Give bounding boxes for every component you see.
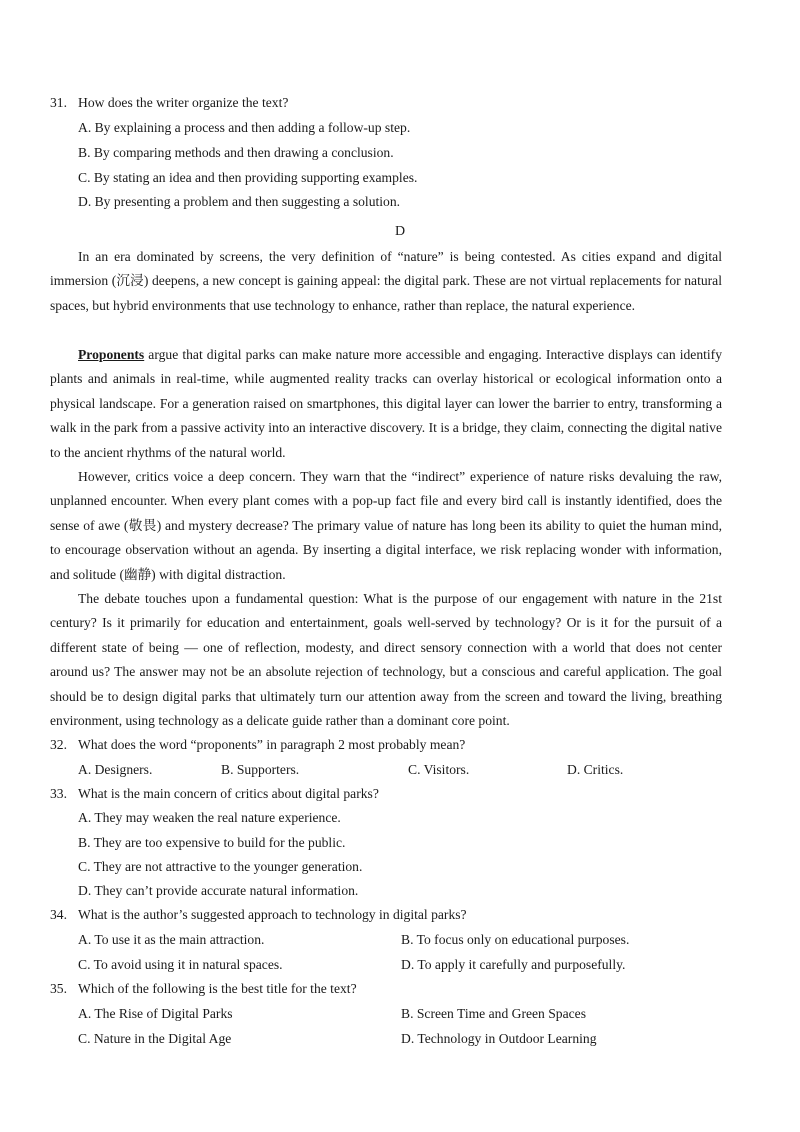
q33-option-d: D. They can’t provide accurate natural information. [78,883,359,898]
question-number: 32. [50,737,67,752]
q35-option-b: B. Screen Time and Green Spaces [401,1006,586,1021]
question-text: What does the word “proponents” in paragraph 2 most probably mean? [78,737,466,752]
passage-paragraph-1: In an era dominated by screens, the very definition of “nature” is being contested. As cities expand and digital immersion (沉浸) deepens, a new concept is gaining appeal: the digital park. These are not virtual replacements for natural spaces, but hybrid environments that use technology to enhance, rather than replace, the natural experience. [50,249,722,313]
q32-option-d: D. Critics. [567,762,624,777]
question-text: What is the main concern of critics about digital parks? [78,786,379,801]
question-number: 35. [50,981,67,996]
question-32 [50,735,750,755]
question-text: Which of the following is the best title for the text? [78,981,357,996]
passage-paragraph-2 [50,343,722,465]
q34-option-a: A. To use it as the main attraction. [78,932,265,947]
q34-option-b: B. To focus only on educational purposes. [401,932,630,947]
q31-option-a: A. By explaining a process and then adding a follow-up step. [78,120,411,135]
question-number: 33. [50,786,67,801]
q31-option-b: B. By comparing methods and then drawing a conclusion. [78,145,394,160]
q33-option-b: B. They are too expensive to build for the public. [78,835,346,850]
q33-option-c: C. They are not attractive to the younger generation. [78,859,363,874]
paragraph-2-text: argue that digital parks can make nature more accessible and engaging. Interactive displays can identify plants and animals in real-time, while augmented reality tracks can overlay historical or ecological information onto a physical landscape. For a generation raised on smartphones, this digital layer can lower the barrier to entry, transforming a walk in the park from a passive activity into an interactive discovery. It is a bridge, they claim, connecting the digital native to the ancient rhythms of the natural world. [50,347,722,460]
q35-option-d: D. Technology in Outdoor Learning [401,1031,597,1046]
q32-option-b: B. Supporters. [221,762,300,777]
q34-option-d: D. To apply it carefully and purposefully. [401,957,626,972]
q32-option-c: C. Visitors. [408,762,470,777]
q34-option-c: C. To avoid using it in natural spaces. [78,957,283,972]
question-number: 31. [50,95,67,110]
question-33 [50,784,750,804]
question-text: How does the writer organize the text? [78,95,289,110]
question-35 [50,979,750,999]
passage-paragraph-3: However, critics voice a deep concern. They warn that the “indirect” experience of nature risks devaluing the raw, unplanned encounter. When every plant comes with a pop-up fact file and every bird call is instantly identified, does the sense of awe (敬畏) and mystery decrease? The primary value of nature has long been its ability to quiet the human mind, to encourage observation without an agenda. By inserting a digital interface, we risk replacing wonder with information, and solitude (幽静) with digital distraction. [50,469,722,582]
section-heading: D [394,224,406,239]
question-text: What is the author’s suggested approach to technology in digital parks? [78,907,467,922]
q32-option-a: A. Designers. [78,762,153,777]
q33-option-a: A. They may weaken the real nature experience. [78,810,341,825]
q35-option-a: A. The Rise of Digital Parks [78,1006,233,1021]
keyword-proponents: Proponents [78,347,145,362]
q35-option-c: C. Nature in the Digital Age [78,1031,232,1046]
question-number: 34. [50,907,67,922]
q31-option-d: D. By presenting a problem and then suggesting a solution. [78,194,401,209]
passage-paragraph-4: The debate touches upon a fundamental question: What is the purpose of our engagement with nature in the 21st century? Is it primarily for education and entertainment, goals well-served by technology? Or is it for the pursuit of a different state of being — one of reflection, modesty, and direct sensory connection with a world that does not center around us? The answer may not be an absolute rejection of technology, but a conscious and careful application. The goal should be to design digital parks that ultimately turn our attention away from the screen and toward the living, breathing environment, using technology as a delicate guide rather than a dominant core point. [50,591,722,729]
question-31 [50,93,750,113]
question-34 [50,905,750,925]
q31-option-c: C. By stating an idea and then providing supporting examples. [78,170,418,185]
